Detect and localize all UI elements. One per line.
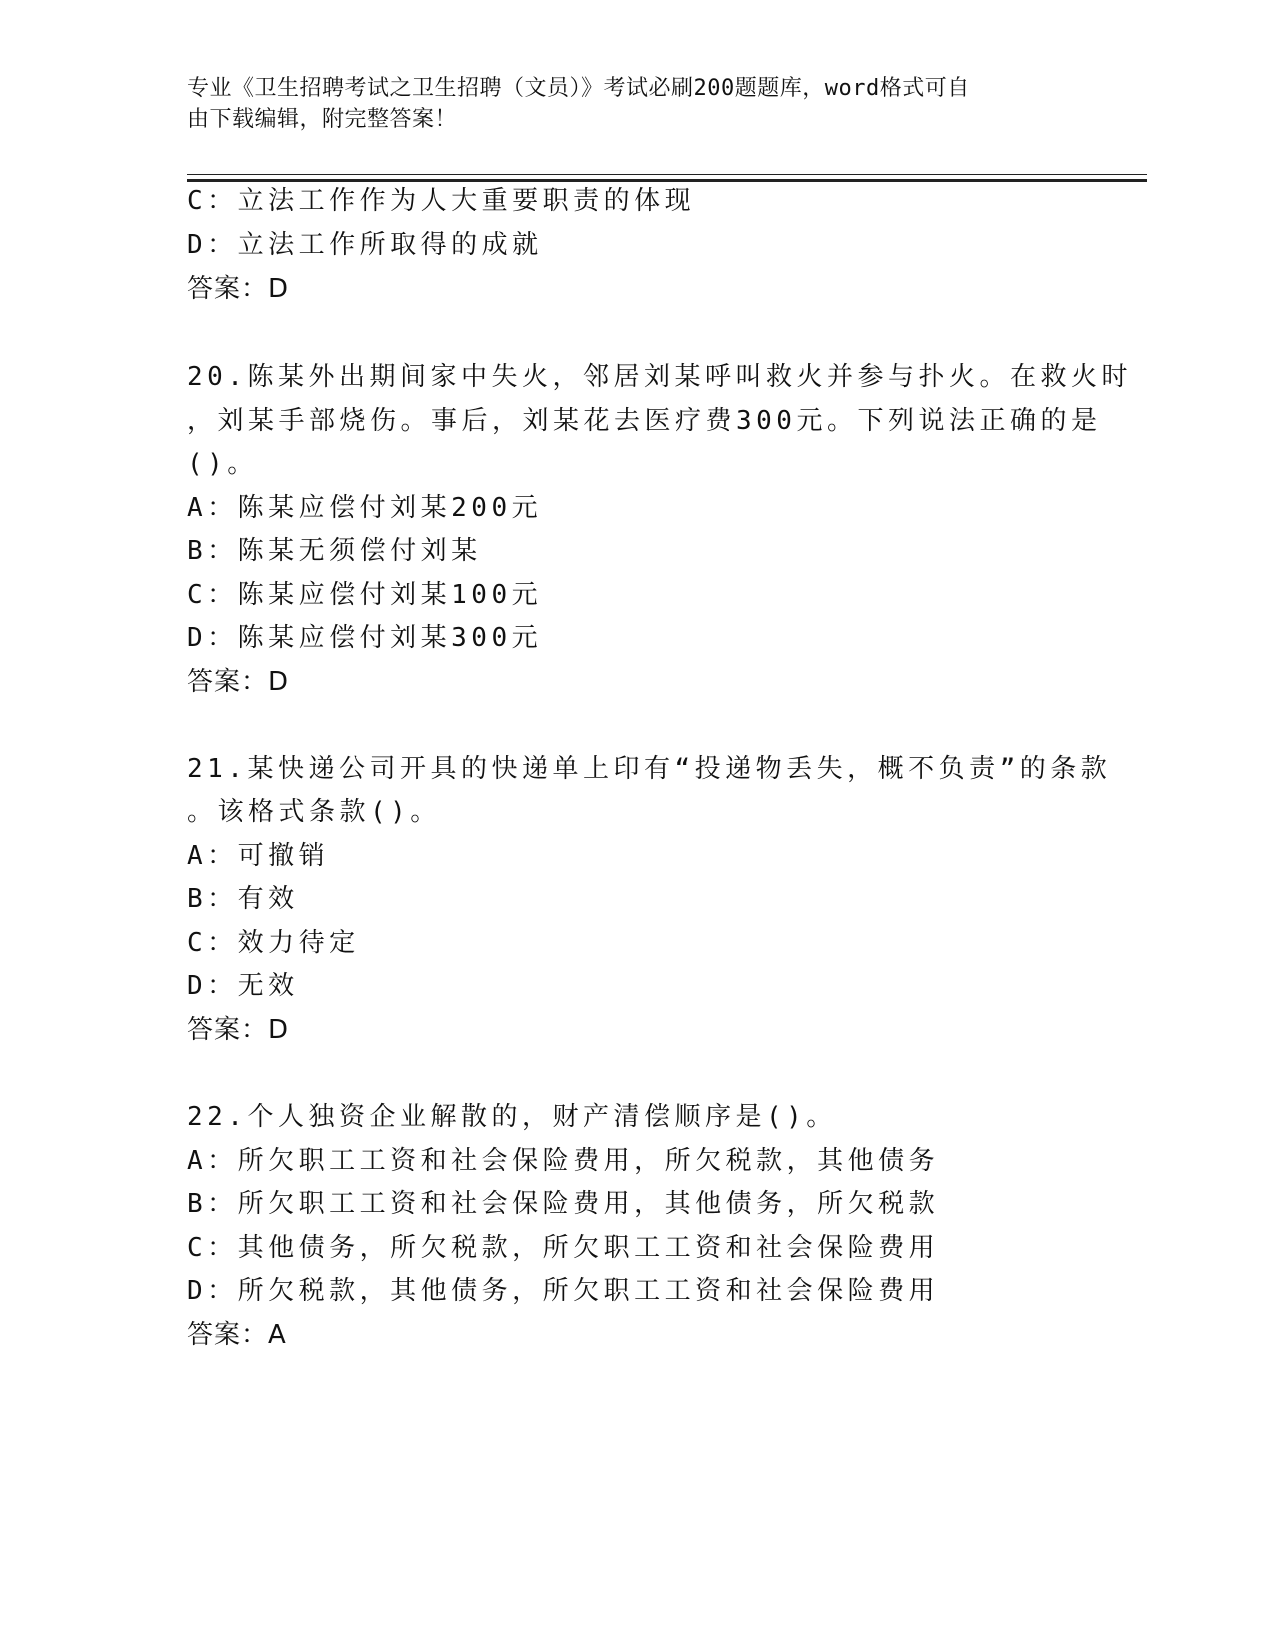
q21-stem-line-1: 21.某快递公司开具的快递单上印有“投递物丢失，概不负责”的条款	[187, 754, 1112, 784]
q20-stem-line-3: ()。	[187, 449, 258, 479]
q22-stem: 22.个人独资企业解散的，财产清偿顺序是()。	[187, 1102, 837, 1132]
q22-option-b: B：所欠职工工资和社会保险费用，其他债务，所欠税款	[187, 1189, 940, 1219]
q20-stem-line-2: ，刘某手部烧伤。事后，刘某花去医疗费300元。下列说法正确的是	[187, 406, 1102, 436]
q21-option-d: D：无效	[187, 971, 299, 1001]
q21-option-a: A：可撤销	[187, 841, 330, 871]
q22-option-a: A：所欠职工工资和社会保险费用，所欠税款，其他债务	[187, 1146, 940, 1176]
q22-option-c: C：其他债务，所欠税款，所欠职工工资和社会保险费用	[187, 1233, 940, 1263]
q21-stem-line-2: 。该格式条款()。	[187, 797, 441, 827]
q20-option-d: D：陈某应偿付刘某300元	[187, 623, 543, 653]
q20-option-c: C：陈某应偿付刘某100元	[187, 580, 543, 610]
header-rule-thin	[187, 174, 1147, 175]
header-line-2: 由下载编辑，附完整答案！	[187, 107, 458, 132]
q20-option-b: B：陈某无须偿付刘某	[187, 536, 482, 566]
q21-option-c: C：效力待定	[187, 928, 360, 958]
document-header	[187, 73, 1087, 135]
q20-stem-line-1: 20.陈某外出期间家中失火，邻居刘某呼叫救火并参与扑火。在救火时	[187, 362, 1132, 392]
header-line-1: 专业《卫生招聘考试之卫生招聘（文员）》考试必刷200题题库，word格式可自	[187, 76, 970, 101]
q22-answer: 答案：A	[187, 1320, 287, 1350]
q20-answer: 答案：D	[187, 667, 290, 697]
q21-answer: 答案：D	[187, 1015, 290, 1045]
q20-option-a: A：陈某应偿付刘某200元	[187, 493, 543, 523]
q19-option-c: C：立法工作作为人大重要职责的体现	[187, 186, 696, 216]
q19-answer: 答案：D	[187, 274, 290, 304]
header-rule-thick	[187, 179, 1147, 182]
q22-option-d: D：所欠税款，其他债务，所欠职工工资和社会保险费用	[187, 1276, 940, 1306]
q21-option-b: B：有效	[187, 884, 299, 914]
q19-option-d: D：立法工作所取得的成就	[187, 230, 543, 260]
